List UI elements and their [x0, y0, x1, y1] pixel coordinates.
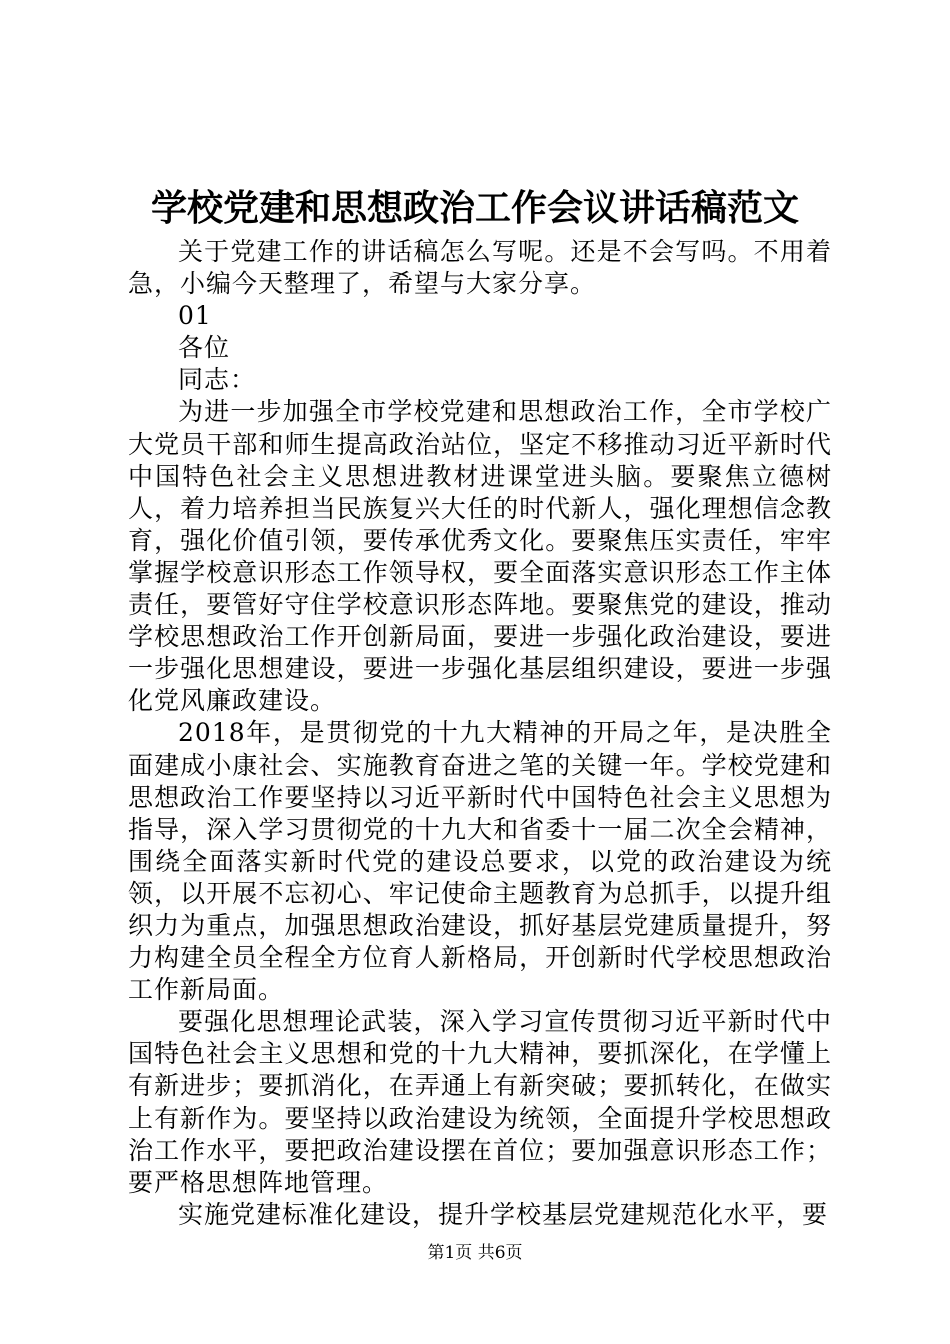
body-paragraph: 2018年，是贯彻党的十九大精神的开局之年，是决胜全面建成小康社会、实施教育奋进之笔的关键一年。学校党建和思想政治工作要坚持以习近平新时代中国特色社会主义思想为指导，深入学习贯彻党的十九大和省委十一届二次全会精神，围绕全面落实新时代党的建设总要求，以党的政治建设为统领，以开展不忘初心、牢记使命主题教育为总抓手，以提升组织力为重点，加强思想政治建设，抓好基层党建质量提升，努力构建全员全程全方位育人新格局，开创新时代学校思想政治工作新局面。 [128, 718, 832, 1005]
body-paragraph: 要强化思想理论武装，深入学习宣传贯彻习近平新时代中国特色社会主义思想和党的十九大精神，要抓深化，在学懂上有新进步；要抓消化，在弄通上有新突破；要抓转化，在做实上有新作为。要坚持以政治建设为统领，全面提升学校思想政治工作水平，要把政治建设摆在首位；要加强意识形态工作；要严格思想阵地管理。 [128, 1007, 832, 1197]
document-title: 学校党建和思想政治工作会议讲话稿范文 [150, 187, 799, 229]
intro-paragraph: 关于党建工作的讲话稿怎么写呢。还是不会写吗。不用着急，小编今天整理了，希望与大家分享。 [128, 237, 832, 299]
body-paragraph: 实施党建标准化建设，提升学校基层党建规范化水平，要 [178, 1199, 829, 1229]
salutation-line-2: 同志： [178, 365, 257, 395]
section-number: 01 [178, 301, 212, 331]
salutation-line-1: 各位 [178, 333, 231, 363]
page-indicator: 第1页 共6页 [427, 1243, 523, 1263]
body-paragraph: 为进一步加强全市学校党建和思想政治工作，全市学校广大党员干部和师生提高政治站位，坚定不移推动习近平新时代中国特色社会主义思想进教材进课堂进头脑。要聚焦立德树人，着力培养担当民族复兴大任的时代新人，强化理想信念教育，强化价值引领，要传承优秀文化。要聚焦压实责任，牢牢掌握学校意识形态工作领导权，要全面落实意识形态工作主体责任，要管好守住学校意识形态阵地。要聚焦党的建设，推动学校思想政治工作开创新局面，要进一步强化政治建设，要进一步强化思想建设，要进一步强化基层组织建设，要进一步强化党风廉政建设。 [128, 397, 832, 716]
document-body [128, 236, 832, 1231]
